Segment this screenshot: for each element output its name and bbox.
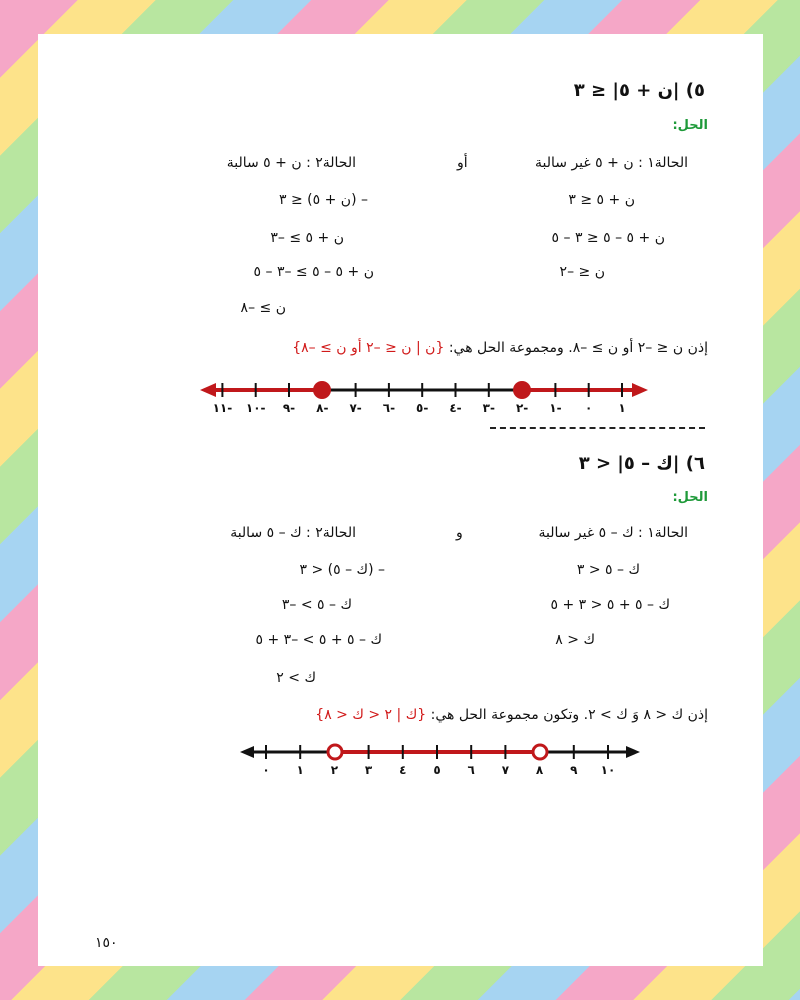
case2-header: الحالة٢ : ك – ٥ سالبة — [230, 525, 356, 541]
case2-step2: ن + ٥ ≥ –٣ — [270, 230, 344, 246]
case1-header: الحالة١ : ك – ٥ غير سالبة — [538, 525, 688, 541]
page-sheet — [38, 34, 763, 966]
conclusion-text: إذن ك < ٨ وَ ك > ٢. وتكون مجموعة الحل هي: — [430, 707, 708, 723]
tick-label: ٣ — [364, 763, 373, 777]
case1-step2: ك – ٥ + ٥ < ٣ + ٥ — [550, 597, 670, 613]
case1-result: ك < ٨ — [555, 632, 595, 648]
case1-step1: ن + ٥ ≤ ٣ — [568, 192, 635, 208]
solution-label: الحل: — [672, 490, 708, 505]
case2-step1: – (ك – ٥) < ٣ — [299, 562, 385, 578]
tick-label: ٦ — [467, 763, 475, 777]
tick-label: ٩ — [570, 763, 578, 777]
tick-label: ٤ — [399, 763, 407, 777]
solution-set: {ن | ن ≤ –٢ أو ن ≥ –٨} — [292, 340, 445, 356]
case1-step2: ن + ٥ – ٥ ≤ ٣ – ٥ — [551, 230, 665, 246]
tick-label: ٥- — [416, 401, 429, 415]
case2-result: ن ≥ –٨ — [240, 300, 286, 316]
case1-header: الحالة١ : ن + ٥ غير سالبة — [535, 155, 688, 171]
tick-label: ٢ — [330, 763, 339, 777]
tick-label: ١١- — [212, 401, 233, 415]
tick-label: ١٠ — [600, 763, 616, 777]
solution-set: {ك | ٢ < ك < ٨} — [315, 707, 427, 723]
page-number: ١٥٠ — [95, 935, 118, 951]
tick-label: ٨- — [316, 401, 329, 415]
tick-label: ٣- — [482, 401, 495, 415]
number-line-5 — [200, 372, 660, 422]
problem-5-title: ٥) |ن + ٥| ≤ ٣ — [573, 80, 705, 101]
number-line-6 — [240, 736, 640, 786]
case2-header: الحالة٢ : ن + ٥ سالبة — [226, 155, 356, 171]
conclusion-text: إذن ن ≤ –٢ أو ن ≥ –٨. ومجموعة الحل هي: — [448, 340, 708, 356]
tick-label: ١ — [296, 763, 304, 777]
tick-label: ١ — [618, 401, 626, 415]
case1-step1: ك – ٥ < ٣ — [576, 562, 640, 578]
case2-step1: – (ن + ٥) ≤ ٣ — [279, 192, 368, 208]
case2-result: ك > ٢ — [276, 670, 316, 686]
tick-label: ٠ — [585, 401, 593, 415]
problem-6-title: ٦) |ك – ٥| < ٣ — [578, 453, 705, 474]
conclusion — [315, 707, 708, 723]
tick-label: ٤- — [449, 401, 462, 415]
case1-result: ن ≤ –٢ — [559, 264, 605, 280]
tick-label: ٧- — [349, 401, 362, 415]
or-label: أو — [457, 155, 468, 171]
tick-label: ٢- — [515, 401, 529, 415]
tick-label: ٩- — [282, 401, 296, 415]
and-label: و — [456, 525, 463, 541]
tick-label: ٧ — [501, 763, 510, 777]
case2-step2: ك – ٥ > –٣ — [281, 597, 352, 613]
tick-label: ٦- — [382, 401, 396, 415]
case2-step3: ن + ٥ – ٥ ≥ –٣ – ٥ — [253, 264, 374, 280]
solution-label: الحل: — [672, 118, 708, 133]
separator — [490, 427, 705, 429]
tick-label: ١٠- — [245, 401, 266, 415]
case2-step3: ك – ٥ + ٥ > –٣ + ٥ — [255, 632, 382, 648]
tick-label: ٨ — [535, 763, 544, 777]
tick-label: ٠ — [262, 763, 270, 777]
conclusion — [292, 340, 708, 356]
tick-label: ٥ — [433, 763, 441, 777]
tick-label: ١- — [549, 401, 562, 415]
